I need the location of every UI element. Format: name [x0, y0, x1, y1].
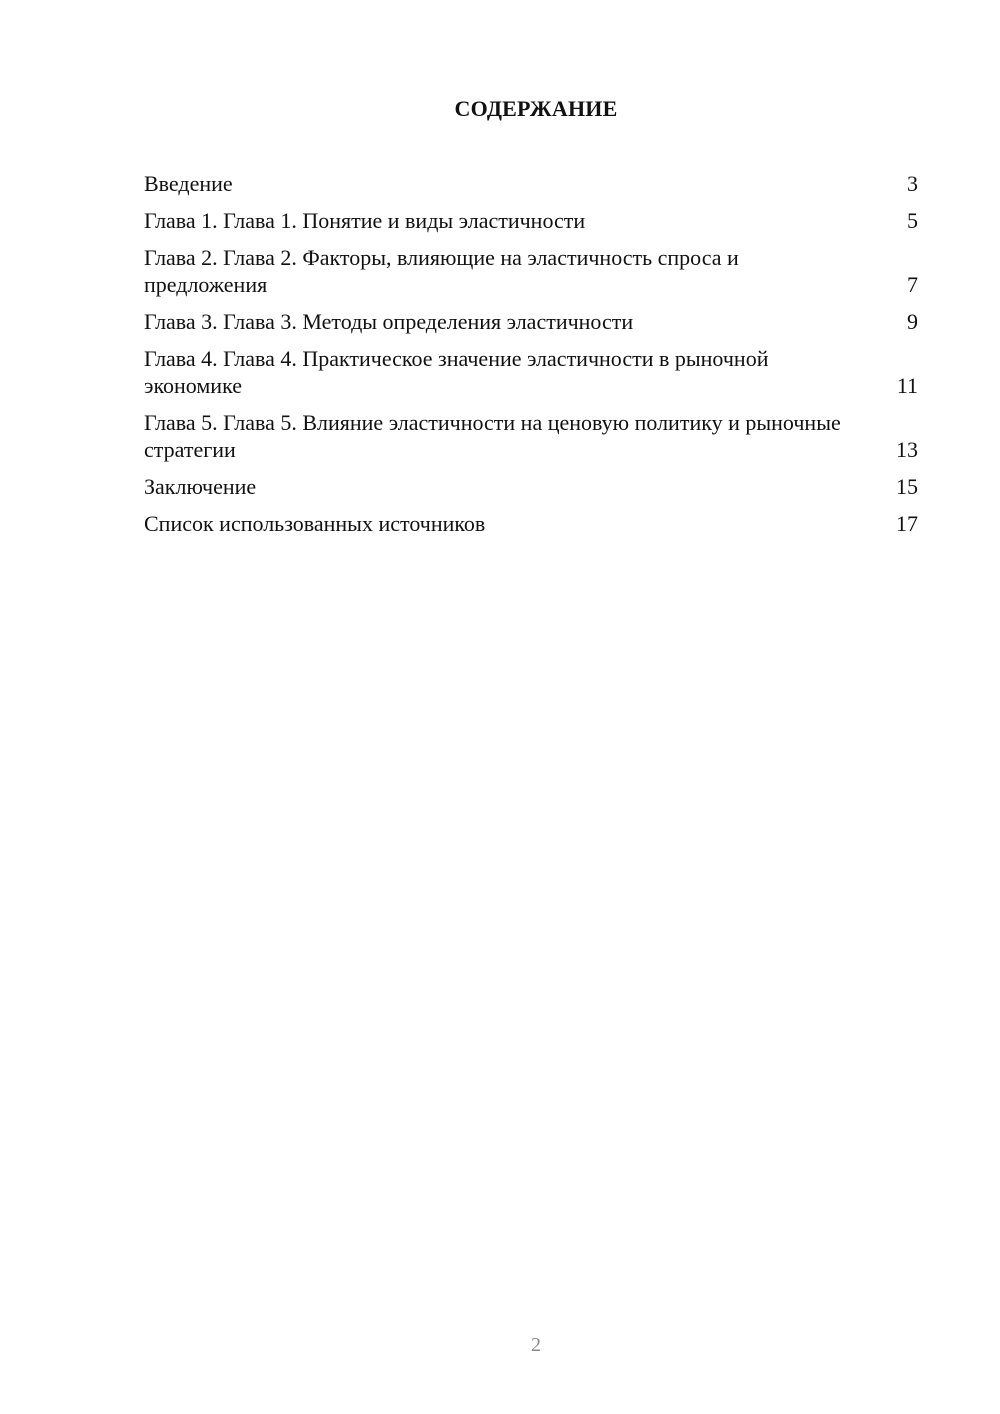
toc-entry-page: 7: [907, 272, 918, 297]
page-number: 2: [531, 1334, 541, 1356]
toc-entry-introduction[interactable]: [144, 170, 918, 197]
toc-entry-text: Список использованных источников: [144, 511, 486, 536]
toc-entry-text: Глава 1. Глава 1. Понятие и виды эластичности: [144, 208, 586, 233]
toc-entry-chapter-1[interactable]: [144, 207, 918, 234]
toc-entry-text: Глава 3. Глава 3. Методы определения эластичности: [144, 309, 634, 334]
table-of-contents: [144, 170, 918, 547]
toc-entry-chapter-2[interactable]: [144, 244, 918, 298]
toc-entry-text: Глава 2. Глава 2. Факторы, влияющие на эластичность спроса и предложения: [144, 245, 739, 297]
toc-entry-page: 5: [907, 208, 918, 233]
toc-entry-references[interactable]: [144, 510, 918, 537]
toc-entry-chapter-3[interactable]: [144, 308, 918, 335]
toc-entry-text: Глава 4. Глава 4. Практическое значение эластичности в рыночной экономике: [144, 346, 769, 398]
toc-entry-page: 13: [896, 437, 918, 462]
toc-entry-page: 11: [896, 373, 918, 398]
toc-entry-chapter-4[interactable]: [144, 345, 918, 399]
toc-entry-page: 9: [907, 309, 918, 334]
toc-entry-text: Глава 5. Глава 5. Влияние эластичности на ценовую политику и рыночные стратегии: [144, 410, 841, 462]
toc-entry-text: Введение: [144, 171, 233, 196]
toc-entry-chapter-5[interactable]: [144, 409, 918, 463]
page-title: СОДЕРЖАНИЕ: [454, 96, 618, 121]
toc-entry-conclusion[interactable]: [144, 473, 918, 500]
toc-entry-page: 15: [896, 474, 918, 499]
toc-entry-text: Заключение: [144, 474, 257, 499]
toc-entry-page: 3: [907, 171, 918, 196]
toc-entry-page: 17: [896, 511, 918, 536]
